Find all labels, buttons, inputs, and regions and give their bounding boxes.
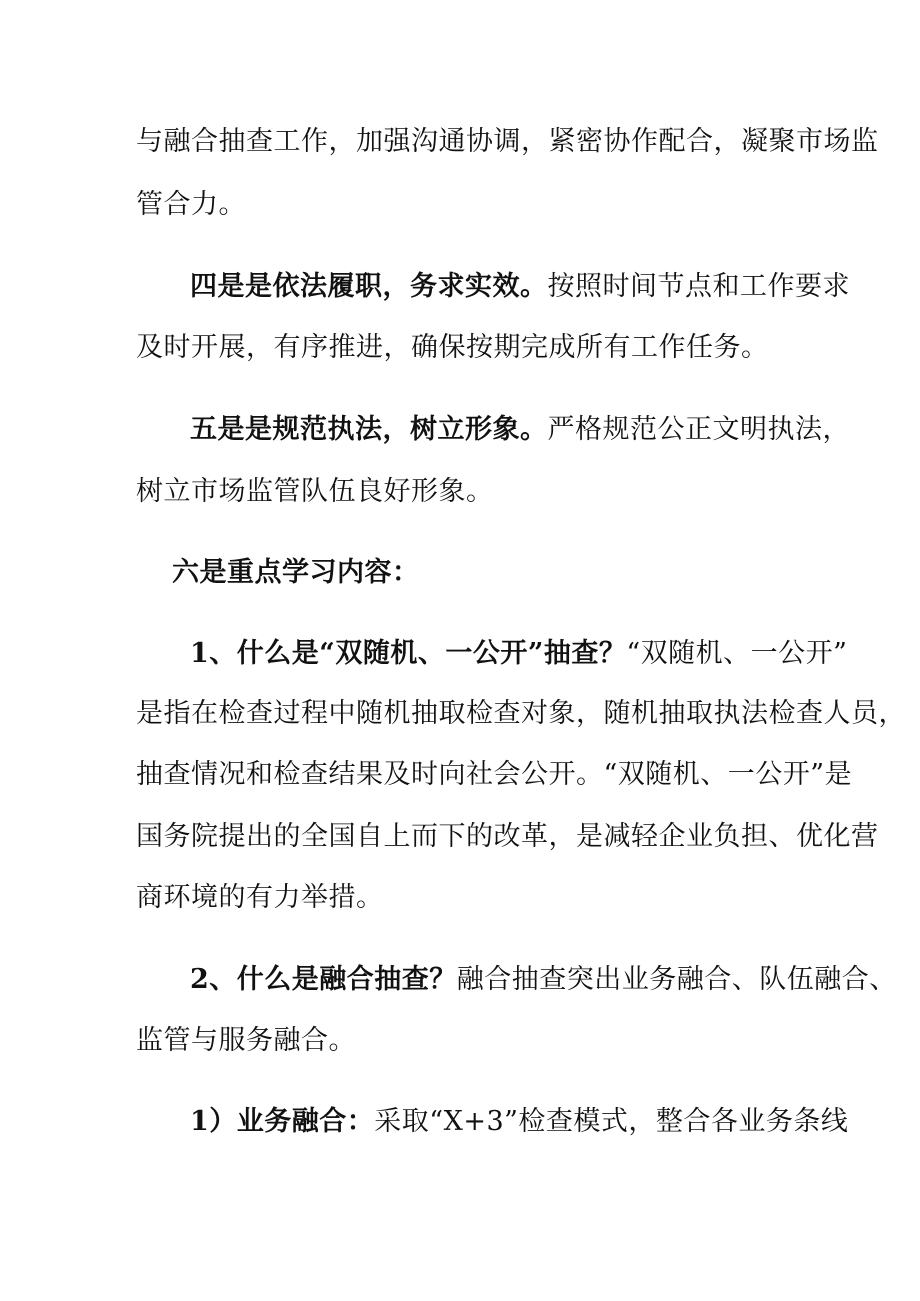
paragraph-2-text-2: 及时开展，有序推进，确保按期完成所有工作任务。 xyxy=(136,332,769,363)
paragraph-7-heading: 1）业务融合： xyxy=(190,1106,375,1137)
paragraph-6-heading: 2、什么是融合抽查？ xyxy=(190,964,457,995)
paragraph-5-text-4: 国务院提出的全国自上而下的改革，是减轻企业负担、优化营 xyxy=(136,821,879,852)
paragraph-2-line-1 xyxy=(190,267,920,307)
paragraph-6-text-2: 监管与服务融合。 xyxy=(136,1025,356,1056)
paragraph-2-text-1: 按照时间节点和工作要求 xyxy=(547,271,850,302)
paragraph-5-line-2 xyxy=(136,694,920,734)
section-heading-text: 六是重点学习内容： xyxy=(172,557,420,588)
paragraph-2-line-2 xyxy=(136,328,920,368)
paragraph-1-line-2 xyxy=(136,185,920,225)
paragraph-1-text-1: 与融合抽查工作，加强沟通协调，紧密协作配合，凝聚市场监 xyxy=(136,126,879,157)
paragraph-5-line-1 xyxy=(190,634,920,674)
paragraph-5-text-5: 商环境的有力举措。 xyxy=(136,882,384,913)
paragraph-5-text-1: “双随机、一公开” xyxy=(626,638,848,669)
paragraph-1-text-2: 管合力。 xyxy=(136,189,246,220)
paragraph-7-line-1 xyxy=(190,1102,920,1142)
section-heading xyxy=(172,553,920,593)
paragraph-3-line-1 xyxy=(190,410,920,450)
paragraph-5-line-4 xyxy=(136,817,920,857)
paragraph-3-heading: 五是是规范执法，树立形象。 xyxy=(190,414,548,445)
paragraph-5-text-2: 是指在检查过程中随机抽取检查对象，随机抽取执法检查人员， xyxy=(136,698,906,729)
paragraph-2-heading: 四是是依法履职，务求实效。 xyxy=(190,271,548,302)
paragraph-3-text-2: 树立市场监管队伍良好形象。 xyxy=(136,476,494,507)
paragraph-6-line-1 xyxy=(190,960,920,1000)
paragraph-7-text-1: 采取“X+3”检查模式，整合各业务条线 xyxy=(374,1106,849,1137)
paragraph-5-heading: 1、什么是“双随机、一公开”抽查？ xyxy=(190,638,627,669)
paragraph-5-line-5 xyxy=(136,878,920,918)
paragraph-5-text-3: 抽查情况和检查结果及时向社会公开。“双随机、一公开”是 xyxy=(136,759,853,790)
paragraph-1-line-1 xyxy=(136,122,920,162)
paragraph-3-line-2 xyxy=(136,472,920,512)
paragraph-6-line-2 xyxy=(136,1021,920,1061)
paragraph-5-line-3 xyxy=(136,755,920,795)
paragraph-3-text-1: 严格规范公正文明执法， xyxy=(547,414,850,445)
paragraph-6-text-1: 融合抽查突出业务融合、队伍融合、 xyxy=(456,964,897,995)
